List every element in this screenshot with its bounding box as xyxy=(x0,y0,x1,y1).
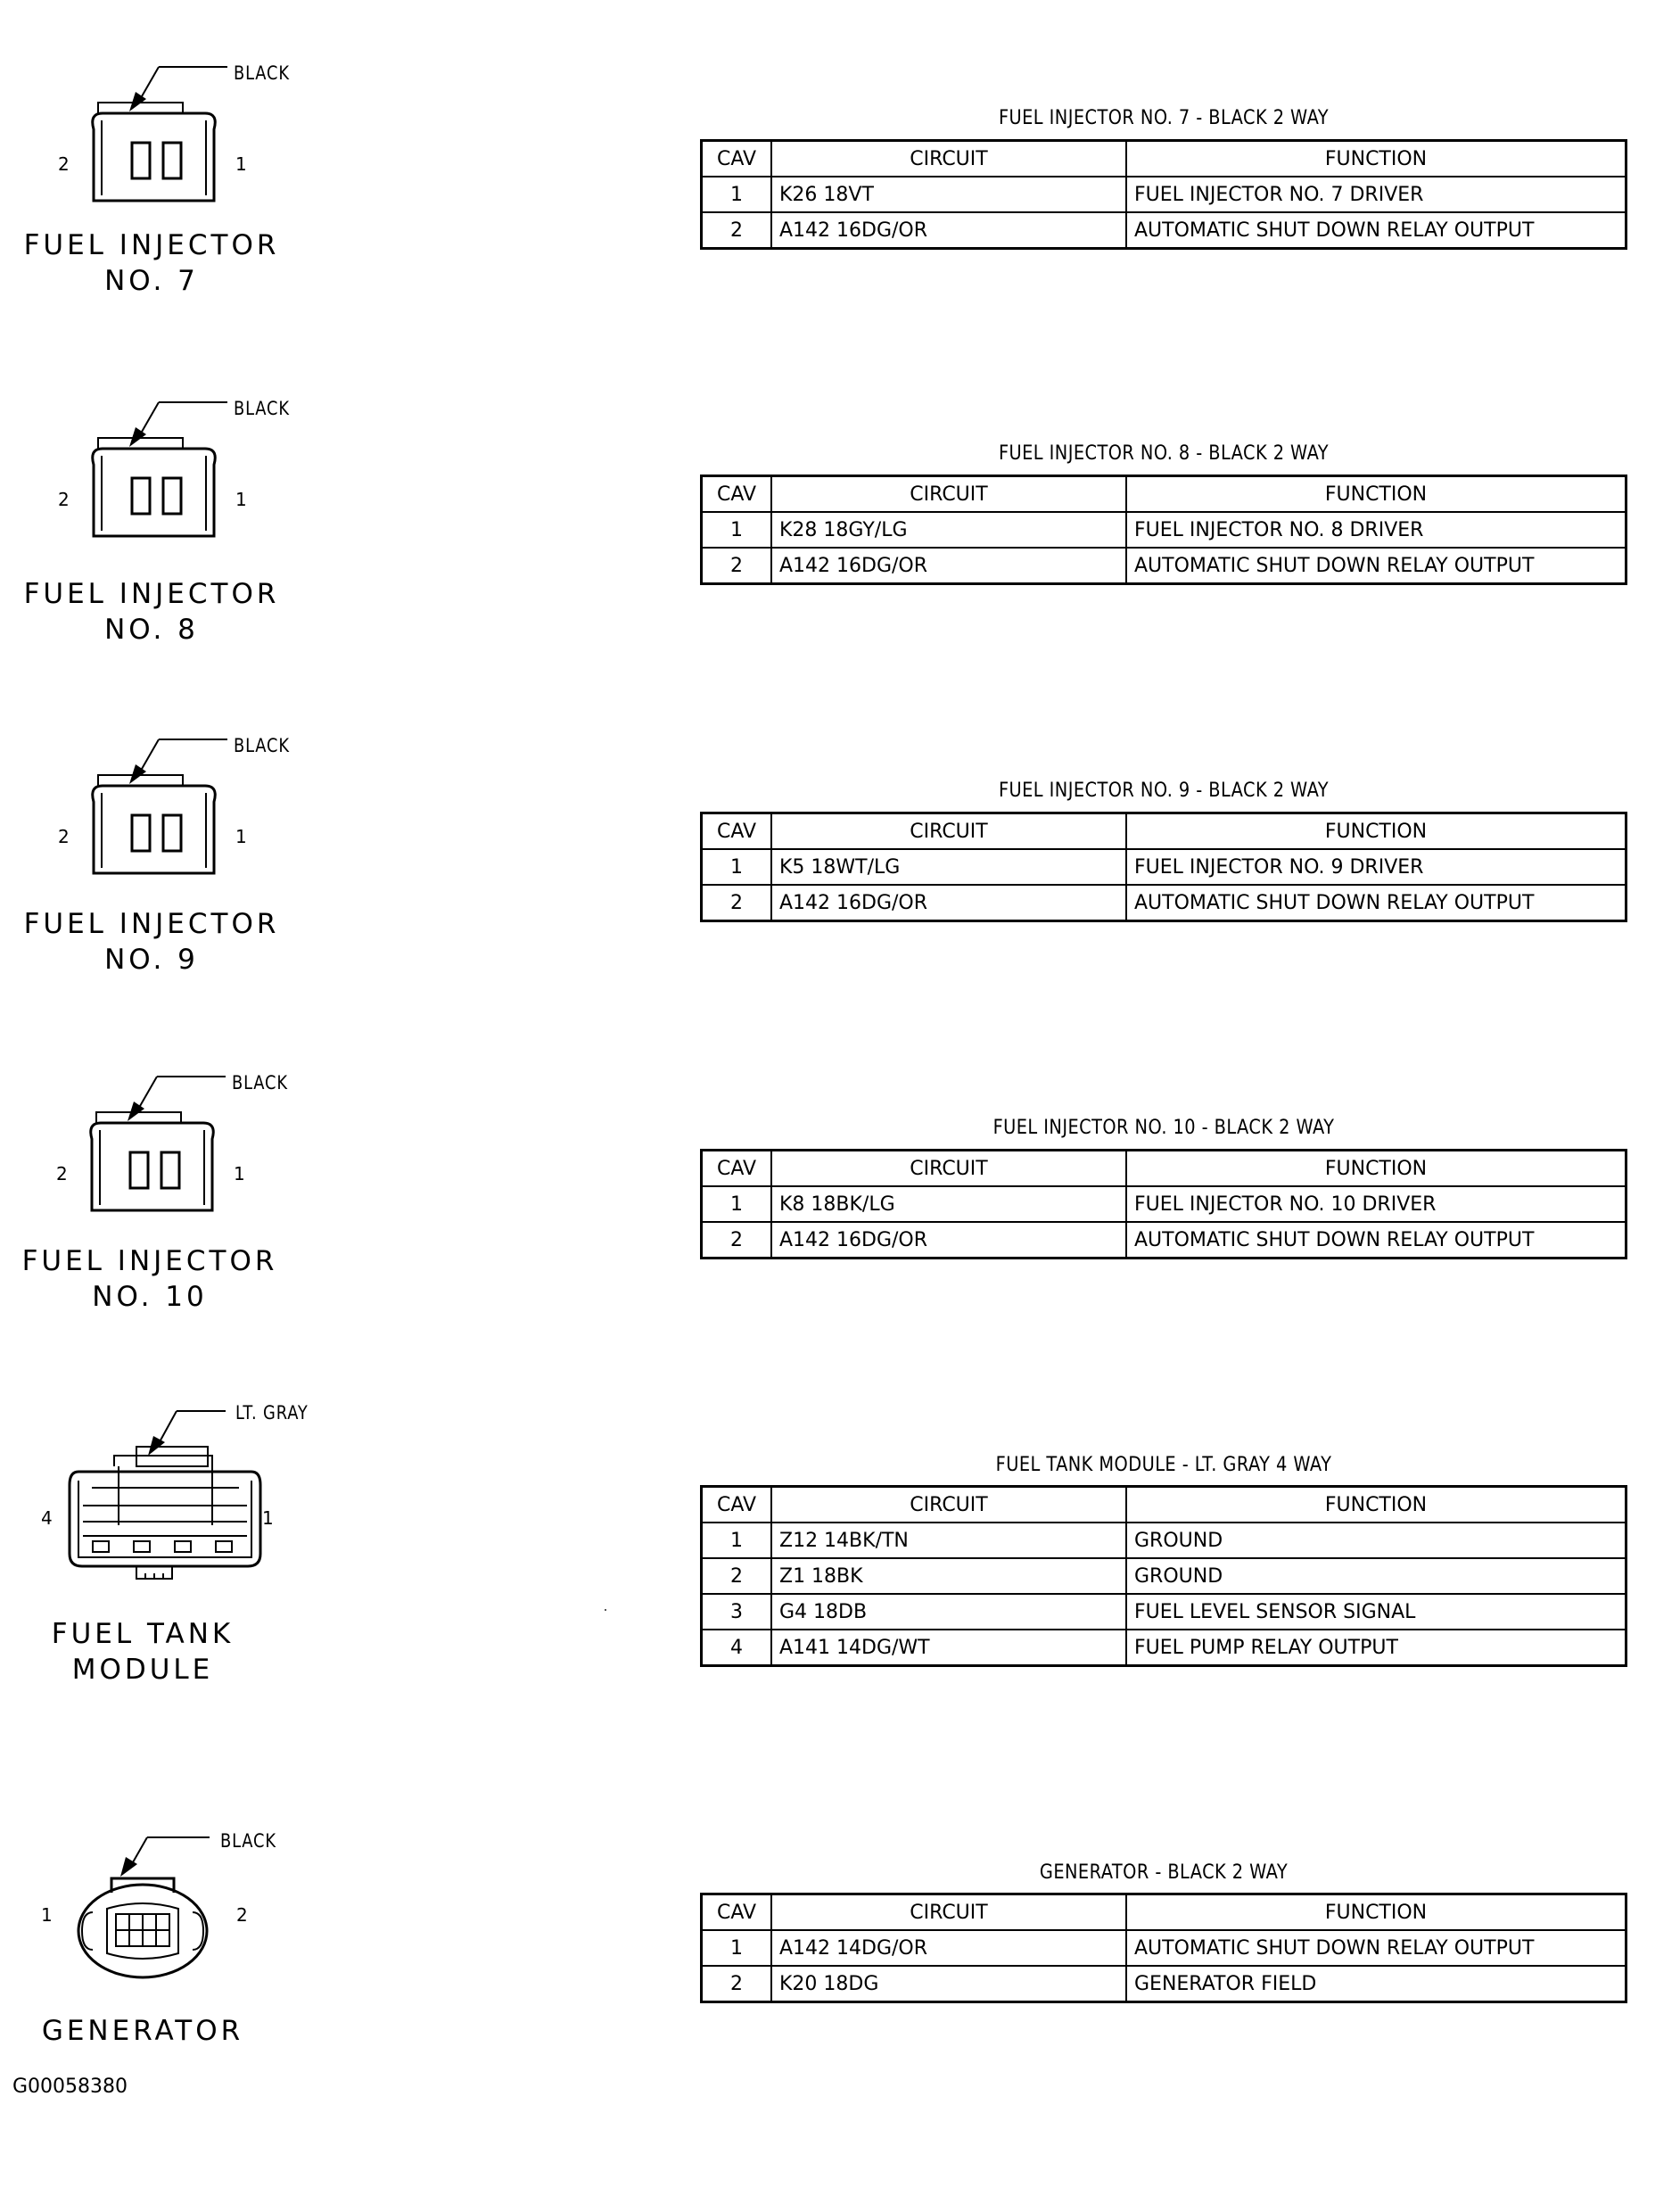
table-row xyxy=(702,1594,1626,1630)
cell-circuit: A141 14DG/WT xyxy=(771,1630,1126,1666)
cell-cav: 1 xyxy=(702,177,772,212)
header-function: FUNCTION xyxy=(1126,1894,1626,1931)
cell-function: AUTOMATIC SHUT DOWN RELAY OUTPUT xyxy=(1126,1930,1626,1966)
pin-table xyxy=(700,1149,1627,1259)
header-cav: CAV xyxy=(702,1487,772,1523)
pin-number-left: 2 xyxy=(58,826,70,847)
header-function: FUNCTION xyxy=(1126,1487,1626,1523)
cell-circuit: Z12 14BK/TN xyxy=(771,1523,1126,1558)
cell-circuit: A142 16DG/OR xyxy=(771,1222,1126,1259)
table-header-row xyxy=(702,1894,1626,1931)
table-row xyxy=(702,1966,1626,2002)
header-circuit: CIRCUIT xyxy=(771,1894,1126,1931)
header-function: FUNCTION xyxy=(1126,1151,1626,1187)
connector-block-fuel-injector-9 xyxy=(0,673,1680,1011)
pin-table xyxy=(700,475,1627,585)
cell-circuit: K26 18VT xyxy=(771,177,1126,212)
cell-cav: 2 xyxy=(702,885,772,921)
table-row xyxy=(702,1630,1626,1666)
cell-function: FUEL LEVEL SENSOR SIGNAL xyxy=(1126,1594,1626,1630)
figure-id: G00058380 xyxy=(12,2076,128,2098)
table-row xyxy=(702,177,1626,212)
cell-cav: 1 xyxy=(702,1930,772,1966)
cell-cav: 2 xyxy=(702,1222,772,1259)
cell-circuit: A142 16DG/OR xyxy=(771,885,1126,921)
pin-number-left: 4 xyxy=(41,1507,53,1529)
connector-color-label: LT. GRAY xyxy=(235,1402,309,1424)
pin-number-left: 1 xyxy=(41,1904,53,1926)
pin-number-right: 1 xyxy=(234,1163,245,1184)
header-cav: CAV xyxy=(702,141,772,177)
connector-2way-icon xyxy=(54,722,250,900)
connector-color-label: BLACK xyxy=(232,1072,288,1094)
connector-name: FUEL INJECTOR NO. 8 xyxy=(23,578,280,646)
header-circuit: CIRCUIT xyxy=(771,1487,1126,1523)
cell-cav: 2 xyxy=(702,1558,772,1594)
cell-circuit: K20 18DG xyxy=(771,1966,1126,2002)
table-row xyxy=(702,512,1626,548)
cell-cav: 1 xyxy=(702,849,772,885)
pin-table xyxy=(700,1893,1627,2003)
table-title: FUEL TANK MODULE - LT. GRAY 4 WAY xyxy=(995,1454,1332,1476)
connector-2way-icon xyxy=(54,384,250,563)
connector-4way-icon xyxy=(43,1400,275,1588)
cell-function: AUTOMATIC SHUT DOWN RELAY OUTPUT xyxy=(1126,548,1626,584)
table-header-row xyxy=(702,1151,1626,1187)
cell-circuit: A142 16DG/OR xyxy=(771,548,1126,584)
table-row xyxy=(702,885,1626,921)
connector-block-fuel-tank-module xyxy=(0,1347,1680,1757)
table-title: GENERATOR - BLACK 2 WAY xyxy=(1039,1861,1289,1884)
pin-number-left: 2 xyxy=(56,1163,68,1184)
pin-number-left: 2 xyxy=(58,153,70,175)
header-circuit: CIRCUIT xyxy=(771,141,1126,177)
cell-function: FUEL INJECTOR NO. 8 DRIVER xyxy=(1126,512,1626,548)
cell-function: FUEL PUMP RELAY OUTPUT xyxy=(1126,1630,1626,1666)
table-row xyxy=(702,1523,1626,1558)
connector-name: FUEL INJECTOR NO. 9 xyxy=(23,908,280,976)
header-cav: CAV xyxy=(702,1894,772,1931)
header-circuit: CIRCUIT xyxy=(771,813,1126,850)
table-title: FUEL INJECTOR NO. 9 - BLACK 2 WAY xyxy=(998,780,1330,802)
table-row xyxy=(702,1930,1626,1966)
cell-circuit: K8 18BK/LG xyxy=(771,1186,1126,1222)
table-row xyxy=(702,1558,1626,1594)
header-cav: CAV xyxy=(702,1151,772,1187)
cell-function: FUEL INJECTOR NO. 10 DRIVER xyxy=(1126,1186,1626,1222)
pin-number-right: 1 xyxy=(235,153,247,175)
cell-cav: 1 xyxy=(702,1186,772,1222)
pin-number-right: 2 xyxy=(236,1904,248,1926)
cell-circuit: K28 18GY/LG xyxy=(771,512,1126,548)
header-cav: CAV xyxy=(702,813,772,850)
connector-block-fuel-injector-7 xyxy=(0,0,1680,339)
connector-block-fuel-injector-10 xyxy=(0,1010,1680,1349)
connector-color-label: BLACK xyxy=(220,1830,276,1852)
cell-function: AUTOMATIC SHUT DOWN RELAY OUTPUT xyxy=(1126,885,1626,921)
header-function: FUNCTION xyxy=(1126,476,1626,513)
header-function: FUNCTION xyxy=(1126,813,1626,850)
table-row xyxy=(702,849,1626,885)
connector-name: GENERATOR xyxy=(41,2015,244,2047)
header-circuit: CIRCUIT xyxy=(771,476,1126,513)
header-function: FUNCTION xyxy=(1126,141,1626,177)
scan-speck xyxy=(605,1609,606,1611)
table-row xyxy=(702,1222,1626,1259)
connector-name: FUEL INJECTOR NO. 7 xyxy=(23,229,280,297)
table-row xyxy=(702,212,1626,249)
cell-cav: 1 xyxy=(702,1523,772,1558)
cell-function: GROUND xyxy=(1126,1558,1626,1594)
connector-color-label: BLACK xyxy=(234,62,290,84)
cell-cav: 2 xyxy=(702,548,772,584)
connector-block-generator xyxy=(0,1793,1680,2060)
table-header-row xyxy=(702,141,1626,177)
pin-table xyxy=(700,1485,1627,1667)
cell-circuit: A142 14DG/OR xyxy=(771,1930,1126,1966)
connector-color-label: BLACK xyxy=(234,735,290,756)
table-title: FUEL INJECTOR NO. 10 - BLACK 2 WAY xyxy=(992,1117,1335,1139)
connector-2way-icon xyxy=(52,1059,248,1237)
table-row xyxy=(702,548,1626,584)
table-title: FUEL INJECTOR NO. 7 - BLACK 2 WAY xyxy=(998,107,1330,129)
connector-color-label: BLACK xyxy=(234,398,290,419)
cell-circuit: G4 18DB xyxy=(771,1594,1126,1630)
pin-number-right: 1 xyxy=(235,489,247,510)
connector-name: FUEL INJECTOR NO. 10 xyxy=(21,1245,278,1313)
cell-function: FUEL INJECTOR NO. 7 DRIVER xyxy=(1126,177,1626,212)
pin-table xyxy=(700,812,1627,922)
cell-function: FUEL INJECTOR NO. 9 DRIVER xyxy=(1126,849,1626,885)
cell-function: AUTOMATIC SHUT DOWN RELAY OUTPUT xyxy=(1126,212,1626,249)
cell-cav: 2 xyxy=(702,1966,772,2002)
connector-name: FUEL TANK MODULE xyxy=(51,1618,235,1686)
cell-function: AUTOMATIC SHUT DOWN RELAY OUTPUT xyxy=(1126,1222,1626,1259)
table-header-row xyxy=(702,476,1626,513)
cell-cav: 3 xyxy=(702,1594,772,1630)
cell-cav: 1 xyxy=(702,512,772,548)
pin-number-right: 1 xyxy=(235,826,247,847)
header-cav: CAV xyxy=(702,476,772,513)
cell-function: GROUND xyxy=(1126,1523,1626,1558)
header-circuit: CIRCUIT xyxy=(771,1151,1126,1187)
cell-circuit: A142 16DG/OR xyxy=(771,212,1126,249)
connector-2way-icon xyxy=(54,49,250,227)
cell-function: GENERATOR FIELD xyxy=(1126,1966,1626,2002)
connector-block-fuel-injector-8 xyxy=(0,335,1680,674)
pin-number-right: 1 xyxy=(262,1507,274,1529)
cell-cav: 2 xyxy=(702,212,772,249)
cell-circuit: Z1 18BK xyxy=(771,1558,1126,1594)
table-header-row xyxy=(702,813,1626,850)
pin-number-left: 2 xyxy=(58,489,70,510)
pin-table xyxy=(700,139,1627,250)
table-header-row xyxy=(702,1487,1626,1523)
cell-cav: 4 xyxy=(702,1630,772,1666)
table-row xyxy=(702,1186,1626,1222)
table-title: FUEL INJECTOR NO. 8 - BLACK 2 WAY xyxy=(998,442,1330,465)
cell-circuit: K5 18WT/LG xyxy=(771,849,1126,885)
